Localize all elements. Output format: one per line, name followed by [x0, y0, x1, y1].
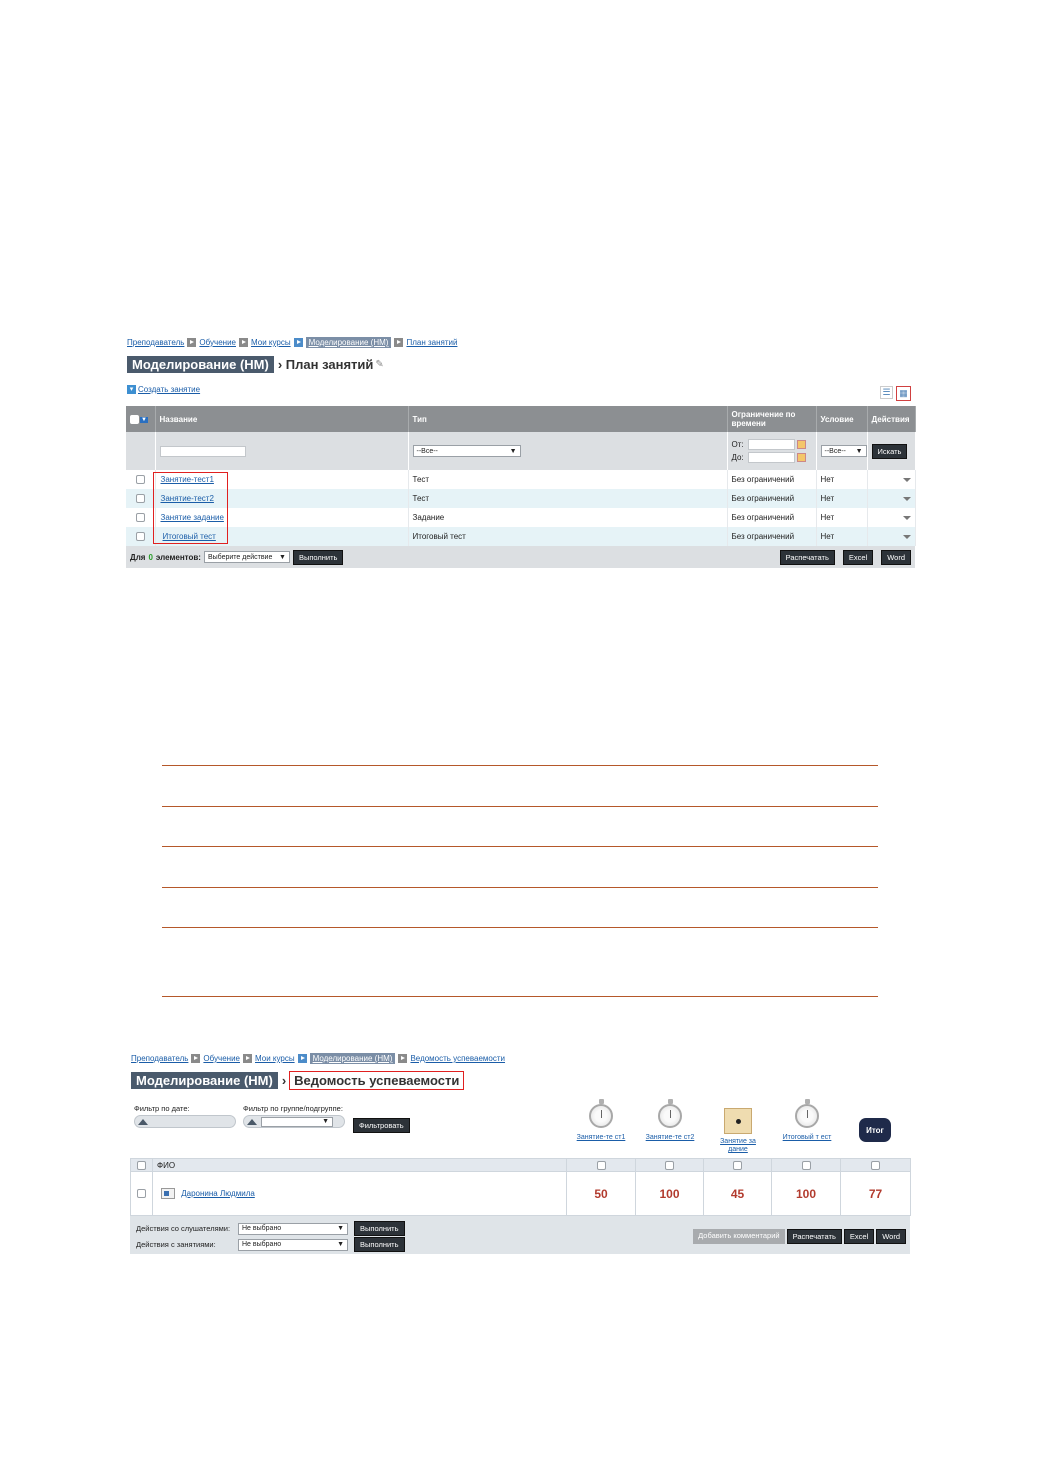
- from-label: От:: [731, 440, 744, 449]
- row-checkbox[interactable]: [136, 494, 145, 503]
- breadcrumb-item-current[interactable]: План занятий: [406, 338, 458, 347]
- breadcrumb-item[interactable]: Преподаватель: [131, 1054, 189, 1063]
- dropdown-arrow-icon: ▼: [322, 1118, 329, 1125]
- row-checkbox[interactable]: [136, 475, 145, 484]
- print-button[interactable]: Распечатать: [787, 1229, 842, 1244]
- dropdown-arrow-icon: ▼: [509, 447, 517, 455]
- blank-rule: [162, 846, 878, 847]
- stopwatch-icon: [795, 1104, 819, 1128]
- score-cell[interactable]: 100: [772, 1172, 841, 1216]
- table-row: [131, 1172, 911, 1216]
- view-switcher: [880, 386, 911, 401]
- page-title: [127, 356, 384, 373]
- students-action-value: Не выбрано: [242, 1225, 282, 1232]
- add-comment-button[interactable]: Добавить комментарий: [693, 1229, 784, 1244]
- lesson-limit: Без ограничений: [727, 470, 816, 489]
- date-filter-control[interactable]: [134, 1115, 236, 1128]
- lesson-limit: Без ограничений: [727, 527, 816, 546]
- condition-filter-select[interactable]: [821, 445, 867, 457]
- search-button[interactable]: Искать: [872, 444, 908, 459]
- run-button[interactable]: Выполнить: [354, 1237, 405, 1252]
- lessons-action-value: Не выбрано: [242, 1241, 282, 1248]
- blank-rule: [162, 927, 878, 928]
- for-label: Для: [130, 552, 146, 562]
- calendar-icon[interactable]: [797, 440, 806, 449]
- filter-cell: [816, 432, 867, 470]
- lesson-type: Задание: [408, 508, 727, 527]
- calendar-view-icon[interactable]: ▦: [896, 386, 911, 401]
- elements-label: элементов:: [155, 552, 201, 562]
- breadcrumb-item[interactable]: Обучение: [199, 338, 236, 347]
- create-lesson[interactable]: [127, 385, 200, 394]
- total-score-cell: 77: [841, 1172, 911, 1216]
- col-name[interactable]: Название: [155, 406, 408, 432]
- breadcrumb-arrow-icon: [239, 338, 248, 347]
- score-cell[interactable]: 100: [636, 1172, 704, 1216]
- table-row: [126, 527, 915, 546]
- create-lesson-link[interactable]: Создать занятие: [138, 385, 201, 394]
- row-actions-dropdown-icon[interactable]: [903, 516, 911, 520]
- lesson-column-header[interactable]: [713, 1108, 763, 1154]
- column-checkbox[interactable]: [597, 1161, 606, 1170]
- date-from-input[interactable]: [748, 439, 795, 450]
- row-checkbox[interactable]: [136, 513, 145, 522]
- chevron-down-icon: ▾: [127, 385, 136, 394]
- lesson-link[interactable]: Итоговый тест: [162, 532, 216, 541]
- lesson-column-header[interactable]: [576, 1104, 626, 1142]
- column-checkbox[interactable]: [871, 1161, 880, 1170]
- row-checkbox[interactable]: [136, 532, 145, 541]
- breadcrumb-arrow-icon: [187, 338, 196, 347]
- breadcrumb-arrow-icon: [243, 1054, 252, 1063]
- group-filter-label: Фильтр по группе/подгруппе:: [243, 1104, 343, 1113]
- filter-icon: [138, 1119, 148, 1125]
- table-row: [126, 470, 915, 489]
- lesson-link[interactable]: Занятие задание: [160, 513, 224, 522]
- to-label: До:: [731, 453, 744, 462]
- table-row: [126, 508, 915, 527]
- breadcrumb-item[interactable]: Обучение: [203, 1054, 240, 1063]
- table-row: [126, 489, 915, 508]
- lessons-table: [126, 406, 916, 568]
- breadcrumb-arrow-icon: [294, 338, 303, 347]
- row-checkbox[interactable]: [137, 1189, 146, 1198]
- date-filter-label: Фильтр по дате:: [134, 1104, 190, 1113]
- lesson-condition: Нет: [816, 489, 867, 508]
- bulk-action-select[interactable]: [204, 551, 290, 563]
- breadcrumb-item-course[interactable]: Моделирование (НМ): [310, 1053, 396, 1064]
- bulk-action-value: Выберите действие: [207, 553, 273, 561]
- lesson-link[interactable]: Занятие-тест1: [160, 475, 214, 484]
- breadcrumb-item[interactable]: Мои курсы: [255, 1054, 295, 1063]
- lesson-limit: Без ограничений: [727, 508, 816, 527]
- breadcrumb-item-course[interactable]: Моделирование (НМ): [306, 337, 392, 348]
- run-button[interactable]: Выполнить: [354, 1221, 405, 1236]
- filter-cell: [727, 432, 816, 470]
- col-actions: Действия: [867, 406, 915, 432]
- lesson-link[interactable]: Занятие-тест2: [160, 494, 214, 503]
- breadcrumb-arrow-icon: [298, 1054, 307, 1063]
- breadcrumb-item[interactable]: Мои курсы: [251, 338, 291, 347]
- students-action-select[interactable]: [238, 1223, 348, 1235]
- column-checkbox[interactable]: [665, 1161, 674, 1170]
- highlight-box: [153, 472, 228, 544]
- score-cell[interactable]: 50: [567, 1172, 636, 1216]
- select-all-header[interactable]: [126, 406, 155, 432]
- user-card-icon: [161, 1188, 175, 1199]
- magic-wand-icon[interactable]: ✎: [375, 359, 384, 370]
- condition-filter-value: --Все--: [824, 447, 846, 455]
- blank-rule: [162, 996, 878, 997]
- word-button[interactable]: Word: [876, 1229, 906, 1244]
- table-footer: [126, 546, 915, 568]
- column-checkbox[interactable]: [733, 1161, 742, 1170]
- student-name-link[interactable]: Даронина Людмила: [181, 1189, 255, 1198]
- lesson-condition: Нет: [816, 527, 867, 546]
- blank-rule: [162, 806, 878, 807]
- type-filter-select[interactable]: [413, 445, 521, 457]
- sheet-footer: [130, 1216, 910, 1254]
- chevron-down-icon[interactable]: ▼: [141, 417, 147, 424]
- col-type[interactable]: Тип: [408, 406, 727, 432]
- lesson-column-link[interactable]: Занятие-те ст1: [576, 1134, 626, 1141]
- name-filter-input[interactable]: [160, 446, 246, 457]
- date-to-input[interactable]: [748, 452, 795, 463]
- total-badge: Итог: [859, 1118, 891, 1142]
- excel-button[interactable]: Excel: [844, 1229, 874, 1244]
- lessons-action-select[interactable]: [238, 1239, 348, 1251]
- type-filter-value: --Все--: [416, 447, 438, 455]
- blank-rule: [162, 887, 878, 888]
- lesson-type: Итоговый тест: [408, 527, 727, 546]
- page-title-text: › План занятий: [277, 357, 374, 372]
- breadcrumb: [131, 1053, 505, 1064]
- lesson-column-header[interactable]: [645, 1104, 695, 1142]
- filter-cell: [155, 432, 408, 470]
- filter-cell: [408, 432, 727, 470]
- grades-table: [130, 1158, 911, 1216]
- print-button[interactable]: Распечатать: [780, 550, 835, 565]
- actions-lessons-label: Действия с занятиями:: [136, 1240, 216, 1249]
- col-fio[interactable]: ФИО: [153, 1159, 567, 1172]
- course-tag: Моделирование (НМ): [131, 1072, 278, 1089]
- list-view-icon[interactable]: ☰: [880, 386, 893, 399]
- course-tag: Моделирование (НМ): [127, 356, 274, 373]
- word-button[interactable]: Word: [881, 550, 911, 565]
- lesson-type: Тест: [408, 470, 727, 489]
- row-actions-dropdown-icon[interactable]: [903, 535, 911, 539]
- dropdown-arrow-icon: ▼: [279, 553, 286, 561]
- col-limit[interactable]: Ограничение по времени: [727, 406, 816, 432]
- task-icon: [724, 1108, 752, 1134]
- column-checkbox[interactable]: [802, 1161, 811, 1170]
- page-title: Моделирование (НМ) › Ведомость успеваемости: [131, 1071, 464, 1090]
- filter-icon: [247, 1119, 257, 1125]
- breadcrumb: [127, 337, 457, 348]
- date-filter: [134, 1104, 236, 1128]
- excel-button[interactable]: Excel: [843, 550, 873, 565]
- lesson-column-link[interactable]: Занятие за дание: [720, 1138, 756, 1153]
- filter-cell: [867, 432, 915, 470]
- breadcrumb-arrow-icon: [394, 338, 403, 347]
- row-actions-dropdown-icon[interactable]: [903, 478, 911, 482]
- lesson-column-header[interactable]: [782, 1104, 832, 1142]
- lesson-condition: Нет: [816, 470, 867, 489]
- actions-students-label: Действия со слушателями:: [136, 1224, 231, 1233]
- dropdown-arrow-icon: ▼: [337, 1241, 344, 1248]
- run-button[interactable]: Выполнить: [293, 550, 344, 565]
- col-condition[interactable]: Условие: [816, 406, 867, 432]
- breadcrumb-arrow-icon: [398, 1054, 407, 1063]
- row-actions-dropdown-icon[interactable]: [903, 497, 911, 501]
- score-cell[interactable]: 45: [704, 1172, 772, 1216]
- breadcrumb-item-current[interactable]: Ведомость успеваемости: [410, 1054, 506, 1063]
- page-title-text: Ведомость успеваемости: [289, 1071, 464, 1090]
- filter-cell: [126, 432, 155, 470]
- selected-count: 0: [148, 552, 153, 562]
- stopwatch-icon: [589, 1104, 613, 1128]
- dropdown-arrow-icon: ▼: [855, 447, 863, 455]
- lesson-column-link[interactable]: Занятие-те ст2: [645, 1134, 695, 1141]
- lesson-condition: Нет: [816, 508, 867, 527]
- select-all-checkbox[interactable]: [130, 415, 139, 424]
- dropdown-arrow-icon: ▼: [337, 1225, 344, 1232]
- group-filter: [243, 1104, 345, 1128]
- lesson-type: Тест: [408, 489, 727, 508]
- group-filter-control[interactable]: [243, 1115, 345, 1128]
- breadcrumb-item[interactable]: Преподаватель: [127, 338, 185, 347]
- select-all-checkbox[interactable]: [137, 1161, 146, 1170]
- blank-rule: [162, 765, 878, 766]
- lesson-limit: Без ограничений: [727, 489, 816, 508]
- lesson-column-link[interactable]: Итоговый т ест: [782, 1134, 832, 1141]
- calendar-icon[interactable]: [797, 453, 806, 462]
- group-select[interactable]: [261, 1117, 333, 1127]
- filter-button[interactable]: Фильтровать: [353, 1118, 410, 1133]
- breadcrumb-arrow-icon: [191, 1054, 200, 1063]
- stopwatch-icon: [658, 1104, 682, 1128]
